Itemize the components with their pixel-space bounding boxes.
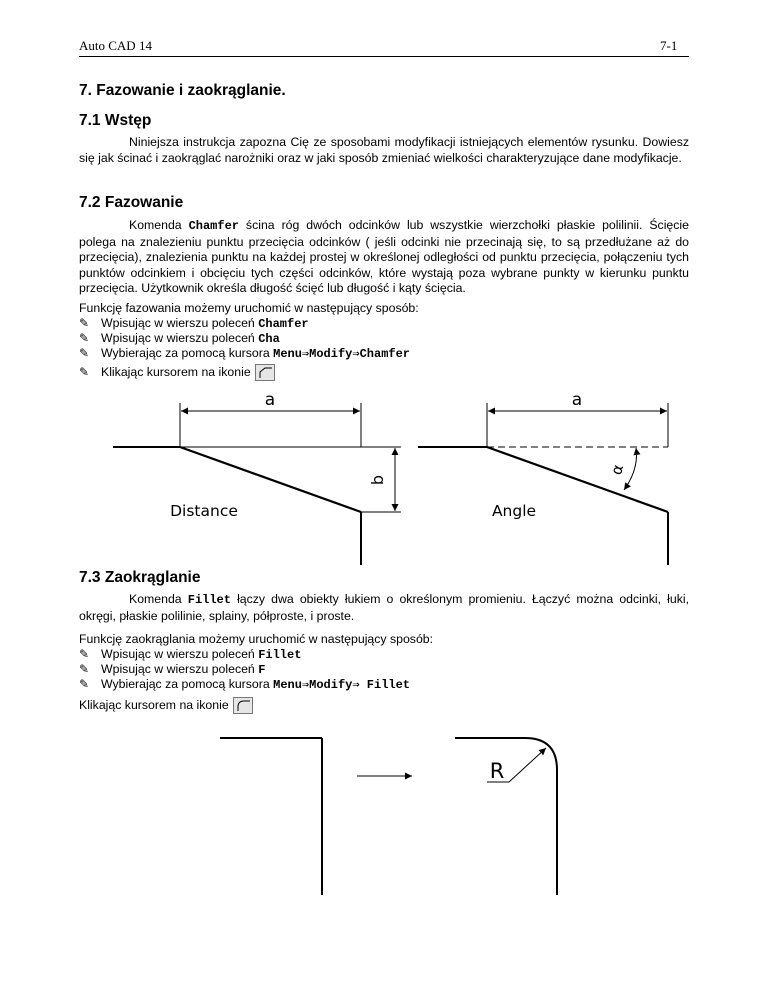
section-7-1-text: Niniejsza instrukcja zapozna Cię ze sposobami modyfikacji istniejących elementów rysunku. Dowiesz się jak ścinać i zaokrąglać narożniki oraz w jaki sposób zmieniać wielkości charakteryzujące dane modyfikacje. <box>79 135 689 165</box>
chamfer-distance-figure <box>113 390 401 565</box>
section-heading-7-2: 7.2 Fazowanie <box>79 194 184 211</box>
dim-alpha: α <box>607 462 628 477</box>
pencil-bullet-icon: ✎ <box>79 677 90 691</box>
chapter-title: 7. Fazowanie i zaokrąglanie. <box>79 82 286 99</box>
fillet-option-2 <box>79 662 265 678</box>
fillet-option-1 <box>79 647 301 663</box>
pencil-bullet-icon: ✎ <box>79 662 90 676</box>
option-text: Klikając kursorem na ikonie <box>101 364 251 379</box>
fillet-intro: Funkcję zaokrąglania możemy uruchomić w następujący sposób: <box>79 632 434 646</box>
option-text: Wpisując w wierszu poleceń <box>101 316 259 330</box>
section-7-2-paragraph <box>79 218 689 297</box>
option-text: Klikając kursorem na ikonie <box>79 697 229 712</box>
section-7-1-paragraph <box>79 135 689 166</box>
chamfer-intro: Funkcję fazowania możemy uruchomić w następujący sposób: <box>79 301 419 315</box>
fillet-command: Fillet <box>187 593 231 607</box>
pencil-bullet-icon: ✎ <box>79 316 90 330</box>
header-rule <box>79 56 689 57</box>
pencil-bullet-icon: ✎ <box>79 364 90 379</box>
dim-a-right: a <box>571 390 583 410</box>
pencil-bullet-icon: ✎ <box>79 346 90 360</box>
option-text: Wpisując w wierszu poleceń <box>101 647 259 661</box>
option-command: Menu⇒Modify⇒ Fillet <box>273 678 410 692</box>
option-command: F <box>258 663 266 677</box>
chamfer-command: Chamfer <box>188 219 239 233</box>
pencil-bullet-icon: ✎ <box>79 331 90 345</box>
chamfer-option-4 <box>79 364 275 381</box>
fillet-option-3 <box>79 677 410 693</box>
section-heading-7-3: 7.3 Zaokrąglanie <box>79 569 201 586</box>
radius-label: R <box>489 759 505 783</box>
option-command: Chamfer <box>258 317 309 331</box>
option-command: Fillet <box>258 648 302 662</box>
dim-a-left: a <box>264 390 276 410</box>
section-heading-7-1: 7.1 Wstęp <box>79 112 152 129</box>
fillet-tool-icon[interactable] <box>233 697 253 714</box>
pencil-bullet-icon: ✎ <box>79 647 90 661</box>
chamfer-option-1 <box>79 316 309 332</box>
chamfer-para-pre: Komenda <box>129 218 189 232</box>
option-text: Wybierając za pomocą kursora <box>101 346 274 360</box>
fillet-para-post: łączy dwa obiekty łukiem o określonym promieniu. Łączyć można odcinki, łuki, okręgi, płaskie polilinie, splainy, półproste, i proste. <box>79 592 689 623</box>
option-command: Menu⇒Modify⇒Chamfer <box>273 347 410 361</box>
section-7-3-paragraph <box>79 592 689 624</box>
chamfer-para-post: ścina róg dwóch odcinków lub wszystkie wierzchołki płaskie polilinii. Ścięcie polega na znalezieniu punktu przecięcia odcinków ( jeśli odcinki nie przecinają się, to są przedłużane aż do przecięcia), znalezienia punktu na każdej prostej w określonej odległości od punktu przecięcia, połączeniu tych punktów odcinkiem i obcięciu tych części odcinków, które wystają poza wybrane punkty w kierunku punktu przecięcia. Użytkownik określa długość ścięć lub długość i kąty ścięcia. <box>79 218 689 296</box>
label-distance: Distance <box>170 502 238 520</box>
chamfer-tool-icon[interactable] <box>255 364 275 381</box>
dim-b: b <box>368 474 387 486</box>
fillet-option-4 <box>79 697 253 714</box>
chamfer-diagram <box>0 385 768 570</box>
header-page-number: 7-1 <box>660 38 678 53</box>
option-text: Wpisując w wierszu poleceń <box>101 662 259 676</box>
chamfer-angle-figure <box>418 390 668 565</box>
option-text: Wpisując w wierszu poleceń <box>101 331 259 345</box>
fillet-para-pre: Komenda <box>129 592 188 606</box>
fillet-after-figure <box>455 738 557 895</box>
label-angle: Angle <box>491 502 537 520</box>
option-text: Wybierając za pomocą kursora <box>101 677 274 691</box>
header-left: Auto CAD 14 <box>79 38 152 53</box>
option-command: Cha <box>258 332 280 346</box>
chamfer-option-2 <box>79 331 280 347</box>
chamfer-option-3 <box>79 346 410 362</box>
fillet-before-figure <box>220 738 322 895</box>
fillet-diagram <box>0 725 768 900</box>
